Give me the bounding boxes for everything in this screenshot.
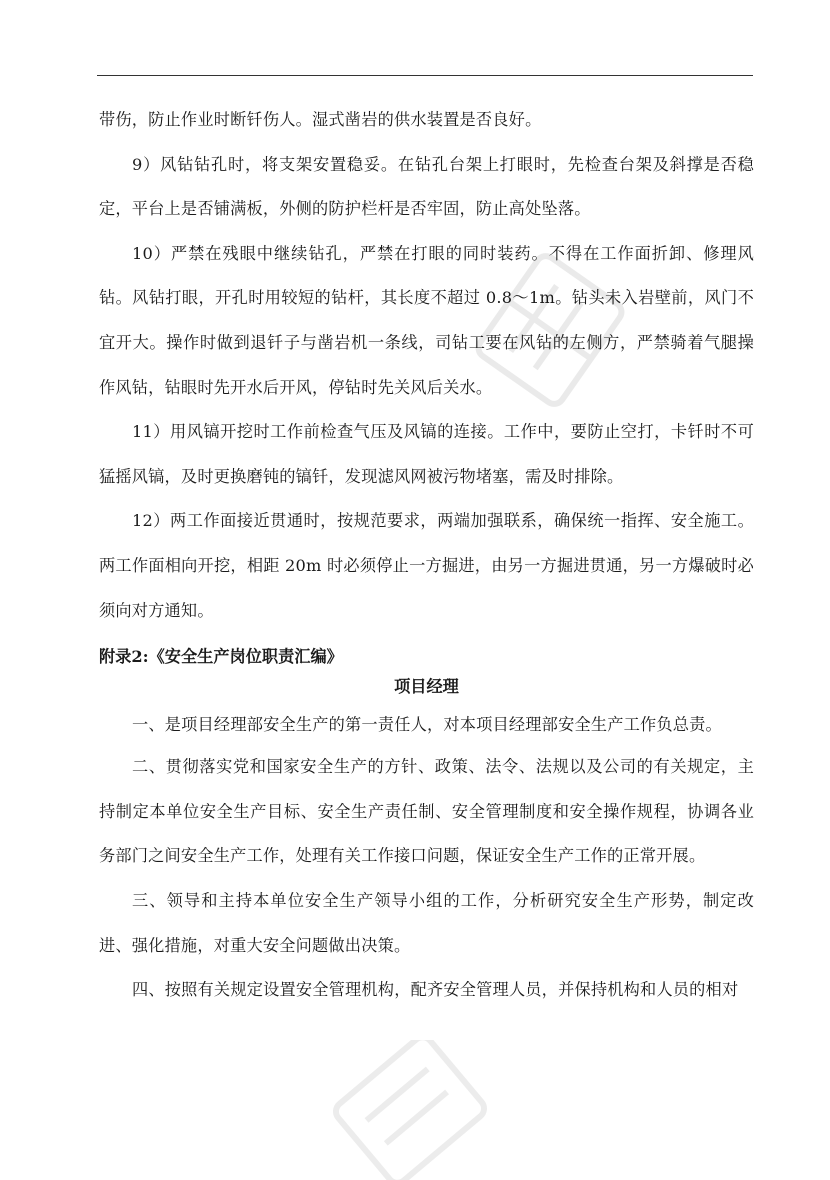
body-paragraph: 11）用风镐开挖时工作前检查气压及风镐的连接。工作中，要防止空打，卡钎时不可猛摇风镐，及时更换磨钝的镐钎，发现滤风网被污物堵塞，需及时排除。: [99, 422, 754, 486]
document-body: [99, 98, 754, 1013]
body-paragraph: 12）两工作面接近贯通时，按规范要求，两端加强联系，确保统一指挥、安全施工。两工作面相向开挖，相距 20m 时必须停止一方掘进，由另一方掘进贯通，另一方爆破时必须向对方通知。: [99, 511, 754, 620]
section-title: 项目经理: [394, 677, 459, 697]
body-paragraph: 三、领导和主持本单位安全生产领导小组的工作，分析研究安全生产形势，制定改进、强化措施，对重大安全问题做出决策。: [99, 890, 754, 955]
header-rule: [97, 75, 753, 76]
watermark-graphic: [330, 1040, 490, 1180]
body-paragraph: 10）严禁在残眼中继续钻孔，严禁在打眼的同时装药。不得在工作面折卸、修理风钻。风钻打眼，开孔时用较短的钻杆，其长度不超过 0.8～1m。钻头未入岩壁前，风门不宜开大。操作时做到退钎子与凿岩机一条线，司钻工要在风钻的左侧方，严禁骑着气腿操作风钻，钻眼时先开水后开风，停钻时先关风后关水。: [99, 243, 754, 397]
body-paragraph: 带伤，防止作业时断钎伤人。湿式凿岩的供水装置是否良好。: [99, 110, 542, 129]
body-paragraph: 四、按照有关规定设置安全管理机构，配齐安全管理人员，并保持机构和人员的相对: [132, 980, 739, 1000]
body-paragraph: 二、贯彻落实党和国家安全生产的方针、政策、法令、法规以及公司的有关规定，主持制定本单位安全生产目标、安全生产责任制、安全管理制度和安全操作规程，协调各业务部门之间安全生产工作，处理有关工作接口问题，保证安全生产工作的正常开展。: [99, 757, 754, 866]
body-paragraph: 一、是项目经理部安全生产的第一责任人，对本项目经理部安全生产工作负总责。: [132, 715, 722, 735]
appendix-title: 附录2:《安全生产岗位职责汇编》: [99, 647, 343, 667]
body-paragraph: 9）风钻钻孔时，将支架安置稳妥。在钻孔台架上打眼时，先检查台架及斜撑是否稳定，平台上是否铺满板，外侧的防护栏杆是否牢固，防止高处坠落。: [99, 154, 754, 219]
